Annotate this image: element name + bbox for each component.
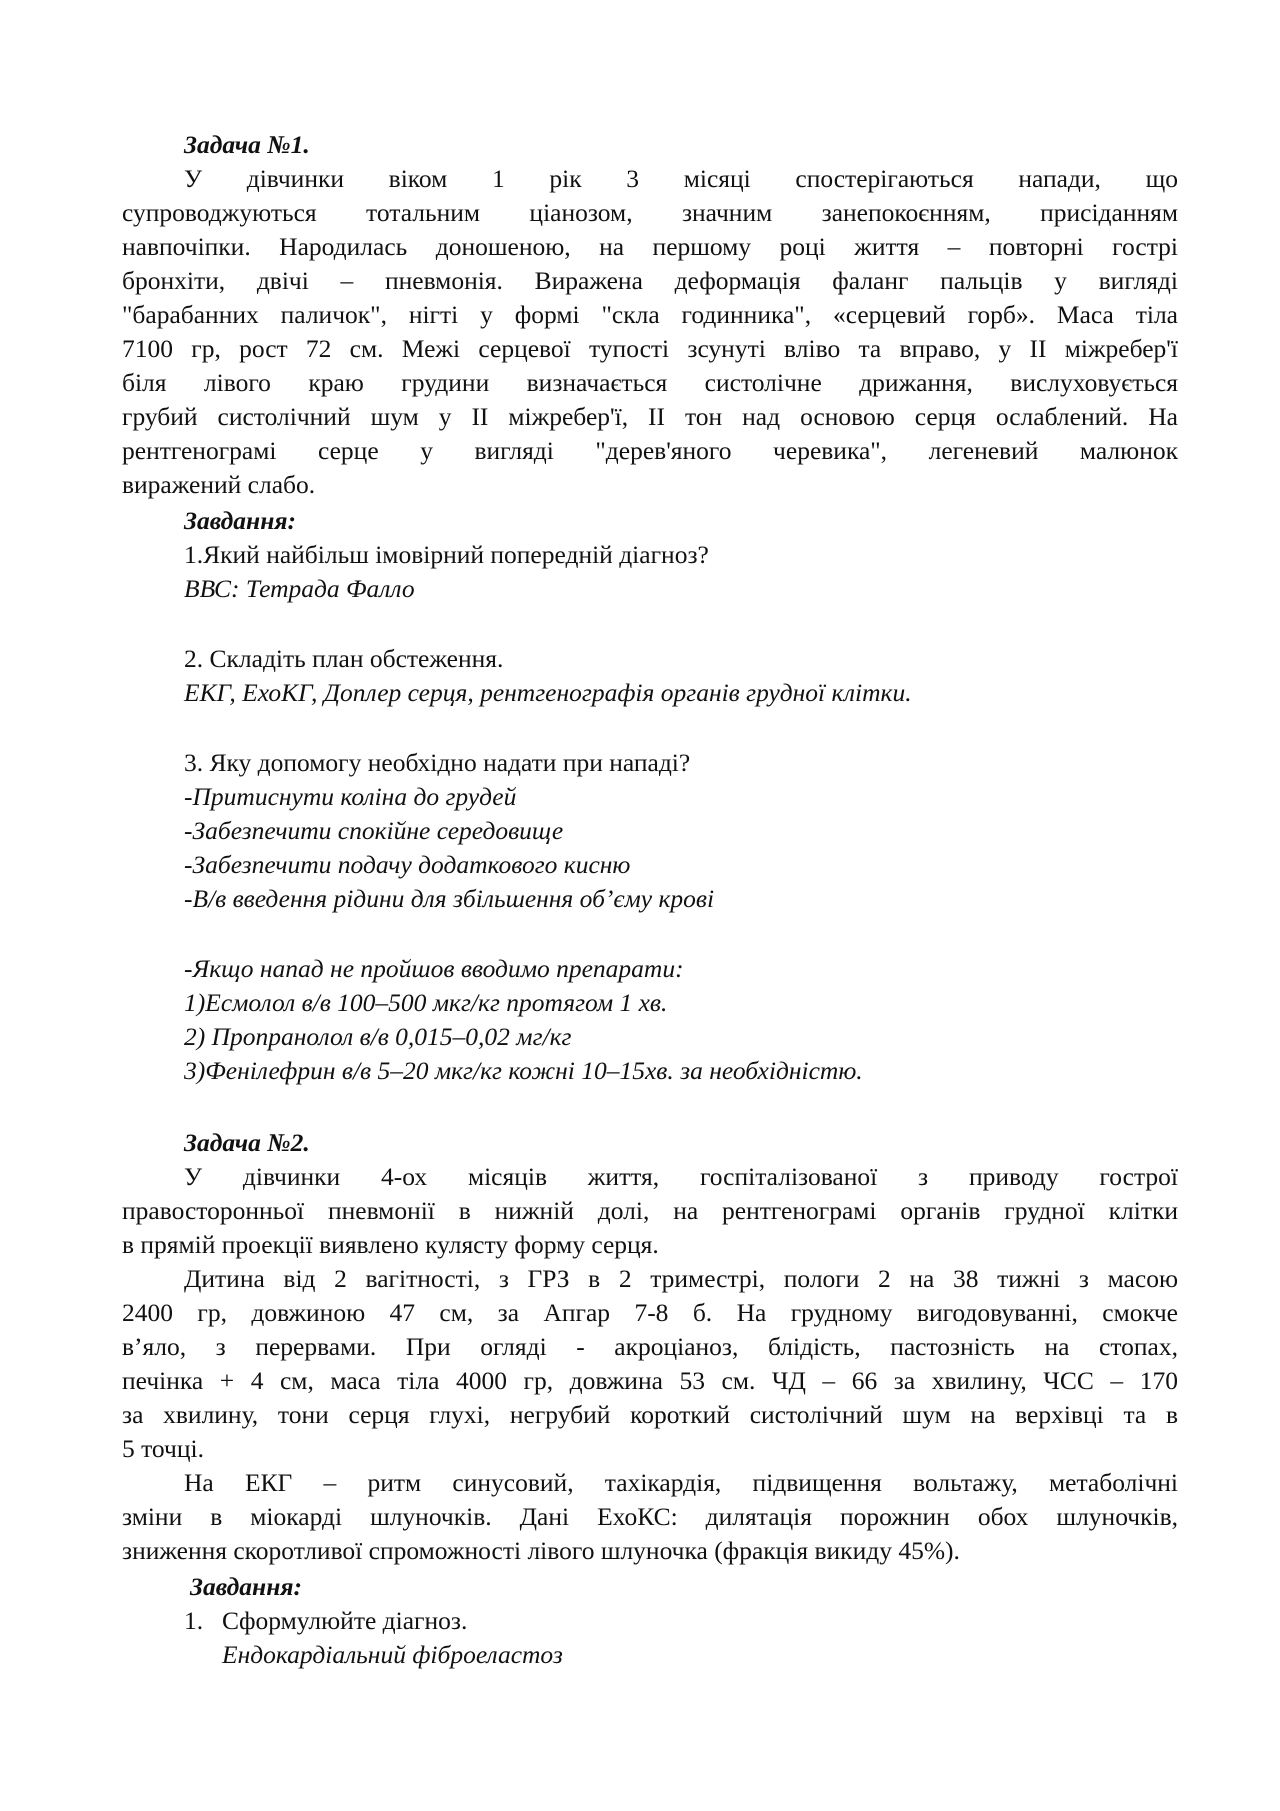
task1-question-1: 1.Який найбільш імовірний попередній діагноз?	[184, 540, 709, 569]
task1-question-3: 3. Яку допомогу необхідно надати при нападі?	[184, 748, 691, 777]
task1-tasks-heading: Завдання:	[184, 506, 296, 535]
task1-answer-3-item: -В/в введення рідини для збільшення об’єму крові	[184, 884, 715, 913]
task2-question-1: Сформулюйте діагноз.	[222, 1606, 468, 1635]
task2-title: Задача №2.	[184, 1128, 310, 1157]
task1-answer-1: ВВС: Тетрада Фалло	[184, 574, 415, 603]
task2-para1-line: У дівчинки 4-ох місяців життя, госпіталізованої з приводу гострої	[184, 1162, 1178, 1191]
task1-body-line: супроводжуються тотальним ціанозом, значним занепокоєнням, присіданням	[122, 198, 1178, 227]
task2-para3-line: На ЕКГ – ритм синусовий, тахікардія, підвищення вольтажу, метаболічні	[184, 1468, 1178, 1497]
task2-para2-line: за хвилину, тони серця глухі, негрубий короткий систолічний шум на верхівці та в	[122, 1400, 1178, 1429]
task1-drug-item: 3)Фенілефрин в/в 5–20 мкг/кг кожні 10–15хв. за необхідністю.	[184, 1056, 863, 1085]
task2-para2-line: Дитина від 2 вагітності, з ГРЗ в 2 триместрі, пологи 2 на 38 тижні з масою	[184, 1264, 1178, 1293]
task1-body-line: "барабанних паличок", нігті у формі "скла годинника", «серцевий горб». Маса тіла	[122, 300, 1178, 329]
task1-question-2: 2. Складіть план обстеження.	[184, 644, 504, 673]
task2-para3-line: зміни в міокарді шлуночків. Дані ЕхоКС: дилятація порожнин обох шлуночків,	[122, 1502, 1178, 1531]
task1-drug-item: 2) Пропранолол в/в 0,015–0,02 мг/кг	[184, 1022, 572, 1051]
task1-body-line: біля лівого краю грудини визначається систолічне дрижання, вислуховується	[122, 368, 1178, 397]
task2-para2-line: 5 точці.	[122, 1434, 204, 1463]
task1-answer-3-item: -Притиснути коліна до грудей	[184, 782, 517, 811]
task1-title: Задача №1.	[184, 130, 310, 159]
task2-para3-line: зниження скоротливої спроможності лівого шлуночка (фракція викиду 45%).	[122, 1536, 960, 1565]
task2-answer-1: Ендокардіальний фіброеластоз	[222, 1640, 563, 1669]
task1-body-line: виражений слабо.	[122, 470, 316, 499]
task1-body-line: У дівчинки віком 1 рік 3 місяці спостерігаються напади, що	[184, 164, 1178, 193]
task2-para1-line: в прямій проекції виявлено кулясту форму серця.	[122, 1230, 659, 1259]
task1-answer-3-item: -Забезпечити подачу додаткового кисню	[184, 850, 631, 879]
task1-body-line: грубий систолічний шум у II міжребер'ї, II тон над основою серця ослаблений. На	[122, 402, 1178, 431]
task1-body-line: 7100 гр, рост 72 см. Межі серцевої тупості зсунуті вліво та вправо, у II міжребер'ї	[122, 334, 1178, 363]
task2-question-1-number: 1.	[184, 1606, 204, 1635]
task2-para2-line: печінка + 4 см, маса тіла 4000 гр, довжина 53 см. ЧД – 66 за хвилину, ЧСС – 170	[122, 1366, 1178, 1395]
task1-answer-2: ЕКГ, ЕхоКГ, Доплер серця, рентгенографія органів грудної клітки.	[184, 678, 912, 707]
task2-tasks-heading: Завдання:	[190, 1572, 302, 1601]
task2-para2-line: в’яло, з перервами. При огляді - акроціаноз, блідість, пастозність на стопах,	[122, 1332, 1178, 1361]
task1-body-line: бронхіти, двічі – пневмонія. Виражена деформація фаланг пальців у вигляді	[122, 266, 1178, 295]
task1-body-line: рентгенограмі серце у вигляді "дерев'яного черевика", легеневий малюнок	[122, 436, 1178, 465]
task1-answer-3-item: -Забезпечити спокійне середовище	[184, 816, 564, 845]
task2-para2-line: 2400 гр, довжиною 47 см, за Апгар 7-8 б. На грудному вигодовуванні, смокче	[122, 1298, 1178, 1327]
task2-para1-line: правосторонньої пневмонії в нижній долі, на рентгенограмі органів грудної клітки	[122, 1196, 1178, 1225]
task1-drugs-heading: -Якщо напад не пройшов вводимо препарати:	[184, 954, 684, 983]
task1-drug-item: 1)Есмолол в/в 100–500 мкг/кг протягом 1 хв.	[184, 988, 668, 1017]
task1-body-line: навпочіпки. Народилась доношеною, на першому році життя – повторні гострі	[122, 232, 1178, 261]
